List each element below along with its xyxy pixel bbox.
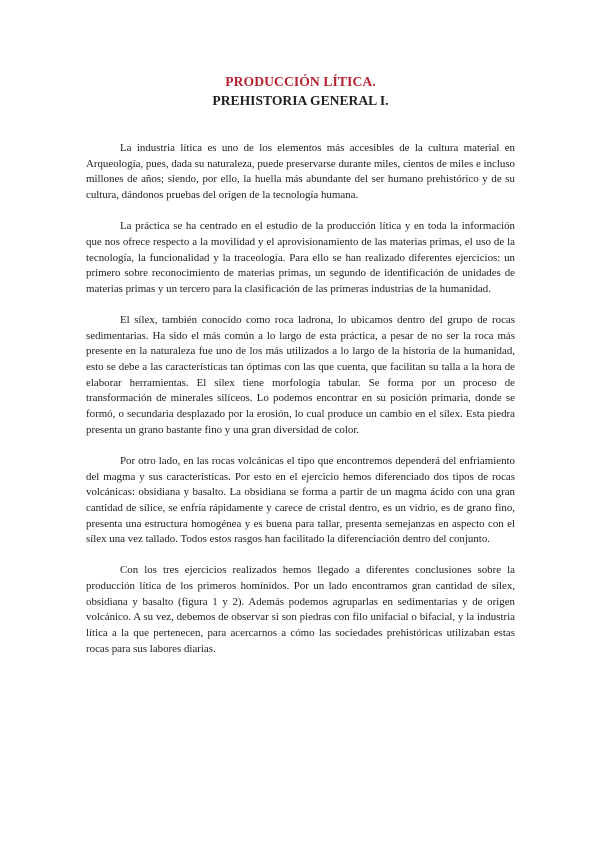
document-title: PRODUCCIÓN LÍTICA. — [225, 74, 376, 89]
paragraph-4: Por otro lado, en las rocas volcánicas el tipo que encontremos dependerá del enfriamiento del magma y sus características. Por esto en el ejercicio hemos diferenciado dos tipos de rocas volcánicas: obsidiana y basalto. La obsidiana se forma a partir de un magma ácido con una gran cantidad de sílice, se enfría rápidamente y carece de cristal dentro, es un vidrio, es de grano fino, presenta una estructura homogénea y es buena para tallar, presenta semejanzas en aspecto con el sílex una vez tallado. Todos estos rasgos han facilitado la diferenciación dentro del conjunto. — [86, 454, 515, 546]
document-subtitle: PREHISTORIA GENERAL I. — [212, 93, 389, 108]
document-body — [86, 141, 515, 657]
paragraph-1: La industria lítica es uno de los elementos más accesibles de la cultura material en Arqueología, pues, dada su naturaleza, puede preservarse durante miles, cientos de miles e incluso millones de años; siendo, por ello, la huella más abundante del ser humano prehistórico y de su cultura, dándonos pruebas del origen de la tecnología humana. — [86, 142, 515, 201]
paragraph-3: El sílex, también conocido como roca ladrona, lo ubicamos dentro del grupo de rocas sedimentarias. Ha sido el más común a lo largo de esta práctica, a pesar de no ser la roca más presente en la naturaleza fue uno de los más utilizados a lo largo de la historia de la humanidad, esto se debe a las características tan óptimas con las que cuenta, que facilitan su talla a la hora de elaborar herramientas. El sílex tiene morfología tabular. Se forma por un proceso de transformación de minerales silíceos. Lo podemos encontrar en su posición primaria, donde se formó, o secundaria desplazado por la erosión, lo cual produce un cambio en el sílex. Esta piedra presenta un grano bastante fino y una gran diversidad de color. — [86, 314, 515, 436]
paragraph-5: Con los tres ejercicios realizados hemos llegado a diferentes conclusiones sobre la producción lítica de los primeros homínidos. Por un lado encontramos gran cantidad de sílex, obsidiana y basalto (figura 1 y 2). Además podemos agruparlas en sedimentarias y de origen volcánico. A su vez, debemos de observar si son piedras con filo unifacial o bifacial, y la industria lítica a la que pertenecen, para acercarnos a cómo las sociedades prehistóricas utilizaban estas rocas para sus labores diarias. — [86, 564, 515, 655]
paragraph-2: La práctica se ha centrado en el estudio de la producción lítica y en toda la información que nos ofrece respecto a la movilidad y el aprovisionamiento de las materias primas, el uso de la tecnología, la funcionalidad y la traceología. Para ello se han realizado diferentes ejercicios: un primero sobre reconocimiento de materias primas, un segundo de identificación de unidades de materias primas y un tercero para la clasificación de las primeras industrias de la humanidad. — [86, 220, 515, 295]
